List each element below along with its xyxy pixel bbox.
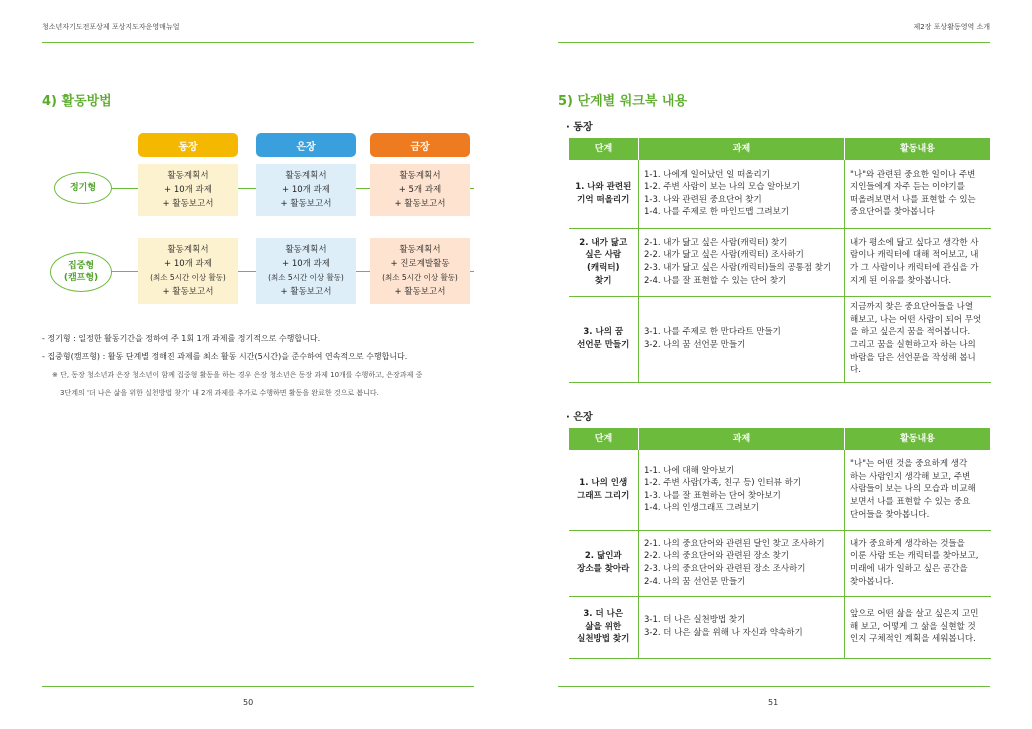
table-row	[569, 228, 991, 296]
footer-rule-left	[42, 686, 474, 687]
header-task: 과제	[639, 428, 845, 450]
row-label-regular: 정기형	[54, 172, 112, 204]
task-cell: 3-1. 나를 주제로 한 만다라트 만들기 3-2. 나의 꿈 선언문 만들기	[639, 296, 845, 382]
column-header-gold: 금장	[370, 133, 470, 157]
running-header-right: 제2장 포상활동영역 소개	[913, 23, 990, 31]
task-cell: 2-1. 내가 닮고 싶은 사람(캐릭터) 찾기 2-2. 내가 닮고 싶은 사람(캐릭터) 조사하기 2-3. 내가 닮고 싶은 사람(캐릭터)들의 공통점 찾기 2-4. 나를 잘 표현할 수 있는 단어 찾기	[639, 228, 845, 296]
header-activity: 활동내용	[845, 428, 991, 450]
stage-cell: 2. 닮인과 장소를 찾아라	[569, 530, 639, 596]
subtitle-bronze: · 동장	[566, 122, 593, 133]
workbook-table-silver	[568, 428, 991, 659]
method-notes	[42, 330, 422, 402]
column-header-silver: 은장	[256, 133, 356, 157]
footer-rule-right	[558, 686, 990, 687]
stage-cell: 1. 나와 관련된 기억 떠올리기	[569, 160, 639, 228]
cell-intensive-gold: 활동계획서 + 진로계발활동 (최소 5시간 이상 활동) + 활동보고서	[370, 238, 470, 304]
table-row	[569, 596, 991, 658]
task-cell: 2-1. 나의 중요단어와 관련된 달인 찾고 조사하기 2-2. 나의 중요단어와 관련된 장소 찾기 2-3. 나의 중요단어와 관련된 장소 조사하기 2-4. 나의 꿈 선언문 만들기	[639, 530, 845, 596]
workbook-table-bronze	[568, 138, 991, 383]
page-number-right: 51	[768, 698, 779, 707]
cell-regular-bronze: 활동계획서 + 10개 과제 + 활동보고서	[138, 164, 238, 216]
section-title-activity-method: 4) 활동방법	[42, 94, 112, 109]
activity-cell: 앞으로 어떤 삶을 살고 싶은지 고민 해 보고, 어떻게 그 삶을 실현할 것 인지 구체적인 계획을 세워봅니다.	[845, 596, 991, 658]
column-header-bronze: 동장	[138, 133, 238, 157]
page-number-left: 50	[243, 698, 254, 707]
task-cell: 1-1. 나에 대해 알아보기 1-2. 주변 사람(가족, 친구 등) 인터뷰 하기 1-3. 나를 잘 표현하는 단어 찾아보기 1-4. 나의 인생그래프 그려보기	[639, 450, 845, 530]
activity-cell: 내가 중요하게 생각하는 것들을 이룬 사람 또는 캐릭터를 찾아보고, 미래에 내가 일하고 싶은 공간을 찾아봅니다.	[845, 530, 991, 596]
activity-cell: 지금까지 찾은 중요단어들을 나열 해보고, 나는 어떤 사람이 되어 무엇 을 하고 싶은지 꿈을 적어봅니다. 그리고 꿈을 실현하고자 하는 나의 바람을 담은 선언문을 작성해 봅니다.	[845, 296, 991, 382]
task-cell: 1-1. 나에게 일어났던 일 떠올리기 1-2. 주변 사람이 보는 나의 모습 알아보기 1-3. 나와 관련된 중요단어 찾기 1-4. 나를 주제로 한 마인드맵 그려보기	[639, 160, 845, 228]
row-label-intensive: 집중형 (캠프형)	[50, 252, 112, 292]
table-row	[569, 530, 991, 596]
header-activity: 활동내용	[845, 138, 991, 160]
note-exception-1: ※ 단, 동장 청소년과 은장 청소년이 함께 집중형 활동을 하는 경우 은장 청소년은 동장 과제 10개를 수행하고, 은장과제 중	[52, 371, 423, 379]
table-row	[569, 450, 991, 530]
stage-cell: 1. 나의 인생 그래프 그리기	[569, 450, 639, 530]
activity-cell: 내가 평소에 닮고 싶다고 생각한 사 람이나 캐릭터에 대해 적어보고, 내 가 그 사람이나 캐릭터에 관심을 가 지게 된 이유를 찾아봅니다.	[845, 228, 991, 296]
stage-cell: 3. 나의 꿈 선언문 만들기	[569, 296, 639, 382]
header-task: 과제	[639, 138, 845, 160]
running-header-left: 청소년자기도전포상제 포상지도자운영매뉴얼	[42, 23, 180, 31]
subtitle-silver: · 은장	[566, 412, 593, 423]
cell-intensive-bronze: 활동계획서 + 10개 과제 (최소 5시간 이상 활동) + 활동보고서	[138, 238, 238, 304]
note-exception-2: 3단계의 '더 나은 삶을 위한 실천방법 찾기' 내 2개 과제를 추가로 수행하면 활동을 완료한 것으로 봅니다.	[60, 389, 379, 397]
header-rule-right	[558, 42, 990, 43]
note-intensive: - 집중형(캠프형) : 활동 단계별 정해진 과제를 최소 활동 시간(5시간)을 준수하여 연속적으로 수행합니다.	[42, 352, 408, 361]
header-stage: 단계	[569, 138, 639, 160]
header-rule-left	[42, 42, 474, 43]
cell-regular-gold: 활동계획서 + 5개 과제 + 활동보고서	[370, 164, 470, 216]
cell-regular-silver: 활동계획서 + 10개 과제 + 활동보고서	[256, 164, 356, 216]
table-row	[569, 296, 991, 382]
activity-cell: "나"는 어떤 것을 중요하게 생각 하는 사람인지 생각해 보고, 주변 사람들이 보는 나의 모습과 비교해 보면서 나를 표현할 수 있는 중요 단어들을 찾아봅니다.	[845, 450, 991, 530]
activity-cell: "나"와 관련된 중요한 일이나 주변 지인들에게 자주 듣는 이야기를 떠올려보면서 나를 표현할 수 있는 중요단어를 찾아봅니다	[845, 160, 991, 228]
table-row	[569, 160, 991, 228]
section-title-workbook: 5) 단계별 워크북 내용	[558, 94, 688, 109]
note-regular: - 정기형 : 일정한 활동기간을 정하여 주 1회 1개 과제를 정기적으로 수행합니다.	[42, 334, 321, 343]
stage-cell: 3. 더 나은 삶을 위한 실천방법 찾기	[569, 596, 639, 658]
cell-intensive-silver: 활동계획서 + 10개 과제 (최소 5시간 이상 활동) + 활동보고서	[256, 238, 356, 304]
task-cell: 3-1. 더 나은 실천방법 찾기 3-2. 더 나은 삶을 위해 나 자신과 약속하기	[639, 596, 845, 658]
stage-cell: 2. 내가 닮고 싶은 사람 (캐릭터) 찾기	[569, 228, 639, 296]
header-stage: 단계	[569, 428, 639, 450]
